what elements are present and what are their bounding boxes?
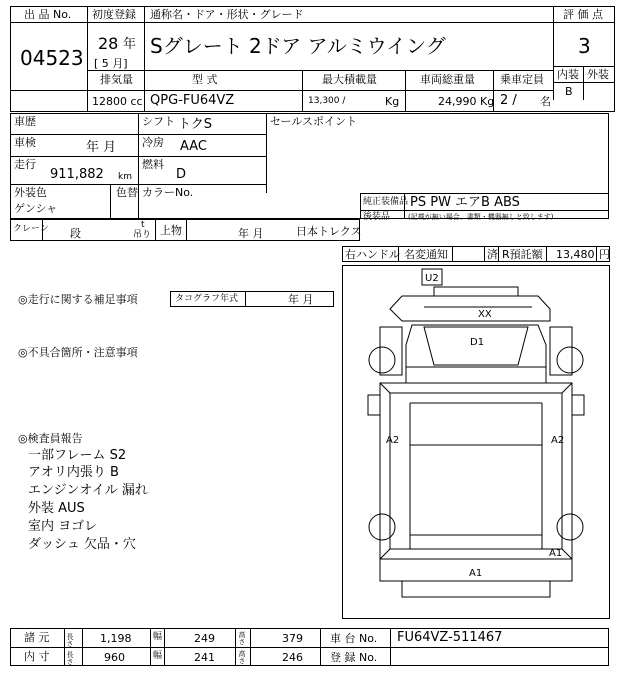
year-unit: 年 <box>123 37 137 52</box>
inspector-item: アオリ内張り B <box>28 465 119 480</box>
mark-a2-left: A2 <box>386 435 400 446</box>
reg-year: 28 <box>98 34 119 53</box>
recycle-label: R預託額 <box>502 248 543 261</box>
evaluation-score: 3 <box>578 34 591 58</box>
recycle-unit: 円 <box>599 248 610 261</box>
aftermarket-label: 後装品 <box>363 212 391 222</box>
mileage-unit: km <box>118 172 132 182</box>
mileage-label: 走行 <box>14 158 36 171</box>
displacement-value: 12800 cc <box>92 95 143 108</box>
evaluation-label: 評 価 点 <box>563 8 603 21</box>
sales-point-label: セールスポイント <box>270 115 358 128</box>
inspection-label: 車検 <box>14 136 36 149</box>
inspector-item: 一部フレーム S2 <box>28 448 127 463</box>
inspector-item: 外装 AUS <box>28 501 85 516</box>
mark-d1: D1 <box>470 337 485 348</box>
interior-dimensions-label: 内 寸 <box>24 650 50 663</box>
ac-value: AAC <box>180 139 207 154</box>
registration-label: 登 録 No. <box>330 651 378 664</box>
length-label: 長さ <box>66 651 74 665</box>
crane-label: クレーン <box>13 224 49 234</box>
mark-a1-side: A1 <box>549 548 563 559</box>
width-label: 幅 <box>153 632 163 642</box>
spec-dimensions-label: 諸 元 <box>24 631 50 644</box>
reg-month: [ 5 月] <box>94 57 128 70</box>
crane-tonnage-bottom: 吊り <box>133 230 152 240</box>
mileage-value: 911,882 <box>50 167 104 182</box>
mark-xx: XX <box>478 309 492 320</box>
tachograph-value: 年 月 <box>288 293 314 306</box>
interior-grade: B <box>565 85 573 98</box>
deposit-label: 済 <box>487 248 498 261</box>
length-label: 長さ <box>66 633 74 647</box>
color-change-label: 色替 <box>116 186 138 199</box>
interior-grade-label: 内装 <box>557 68 579 81</box>
ac-label: 冷房 <box>142 136 164 149</box>
height-label: 高さ <box>238 650 246 664</box>
inspector-item: エンジンオイル 漏れ <box>28 483 148 498</box>
height-label: 高さ <box>238 631 246 645</box>
driving-notes-label: ◎走行に関する補足事項 <box>18 293 138 306</box>
lot-label: 出 品 No. <box>24 8 72 21</box>
mark-u2: U2 <box>425 273 439 284</box>
body-maker: 日本トレクス <box>296 225 362 238</box>
fuel-value: D <box>176 167 187 182</box>
exterior-grade-label: 外装 <box>587 68 609 81</box>
capacity-label: 乗車定員 <box>500 73 544 86</box>
capacity-unit: 名 <box>540 95 551 108</box>
color-value: ゲンシャ <box>14 202 58 215</box>
displacement-label: 排気量 <box>100 73 133 86</box>
fuel-label: 燃料 <box>142 158 164 171</box>
int-width: 241 <box>194 651 215 664</box>
spec-height: 379 <box>282 632 303 645</box>
spec-width: 249 <box>194 632 215 645</box>
defects-label: ◎不具合箇所・注意事項 <box>18 346 138 359</box>
chassis-label: 車 台 No. <box>330 632 378 645</box>
max-load-value: 13,300 / <box>308 96 346 106</box>
int-height: 246 <box>282 651 303 664</box>
shift-value: トクS <box>178 117 212 132</box>
inspection-value: 年 月 <box>86 140 117 155</box>
int-length: 960 <box>104 651 125 664</box>
drive-side: 右ハンドル <box>345 248 400 261</box>
crane-tonnage-top: t <box>141 220 145 230</box>
type-code: QPG-FU64VZ <box>150 93 235 108</box>
equipment-label: 純正装備品 <box>363 197 409 207</box>
equipment-value: PS PW エアB ABS <box>410 195 520 210</box>
spec-length: 1,198 <box>100 632 132 645</box>
mark-a1-bottom: A1 <box>469 568 483 579</box>
truck-damage-diagram <box>342 265 610 619</box>
mark-a2-right: A2 <box>551 435 565 446</box>
shift-label: シフト <box>142 115 175 128</box>
color-label: 外装色 <box>14 186 47 199</box>
tachograph-label: タコグラフ年式 <box>175 294 239 304</box>
inspector-report-label: ◎検査員報告 <box>18 432 83 445</box>
first-registration-label: 初度登録 <box>92 8 136 21</box>
width-label: 幅 <box>153 651 163 661</box>
name-change-label: 名変通知 <box>404 248 448 261</box>
inspector-item: 室内 ヨゴレ <box>28 519 98 534</box>
model-name-label: 通称名・ドア・形状・グレード <box>150 8 304 21</box>
gross-weight-label: 車両総重量 <box>420 73 475 86</box>
type-label: 型 式 <box>192 73 218 86</box>
recycle-value: 13,480 <box>556 248 595 261</box>
gross-weight-value: 24,990 Kg <box>438 95 495 108</box>
body-label: 上物 <box>160 224 182 237</box>
color-no-label: カラーNo. <box>142 186 194 199</box>
lot-number: 04523 <box>20 46 84 70</box>
max-load-unit: Kg <box>385 95 400 108</box>
model-title: Sグレート 2ドア アルミウイング <box>150 34 446 58</box>
body-date: 年 月 <box>238 227 264 240</box>
inspector-item: ダッシュ 欠品・穴 <box>28 537 136 552</box>
max-load-label: 最大積載量 <box>322 73 377 86</box>
capacity-value: 2 / <box>500 93 517 108</box>
aftermarket-note: (記載が無い場合、書類・機器無しと致します) <box>408 213 554 221</box>
crane-steps: 段 <box>70 227 81 240</box>
history-label: 車歴 <box>14 115 36 128</box>
chassis-value: FU64VZ-511467 <box>397 630 503 645</box>
